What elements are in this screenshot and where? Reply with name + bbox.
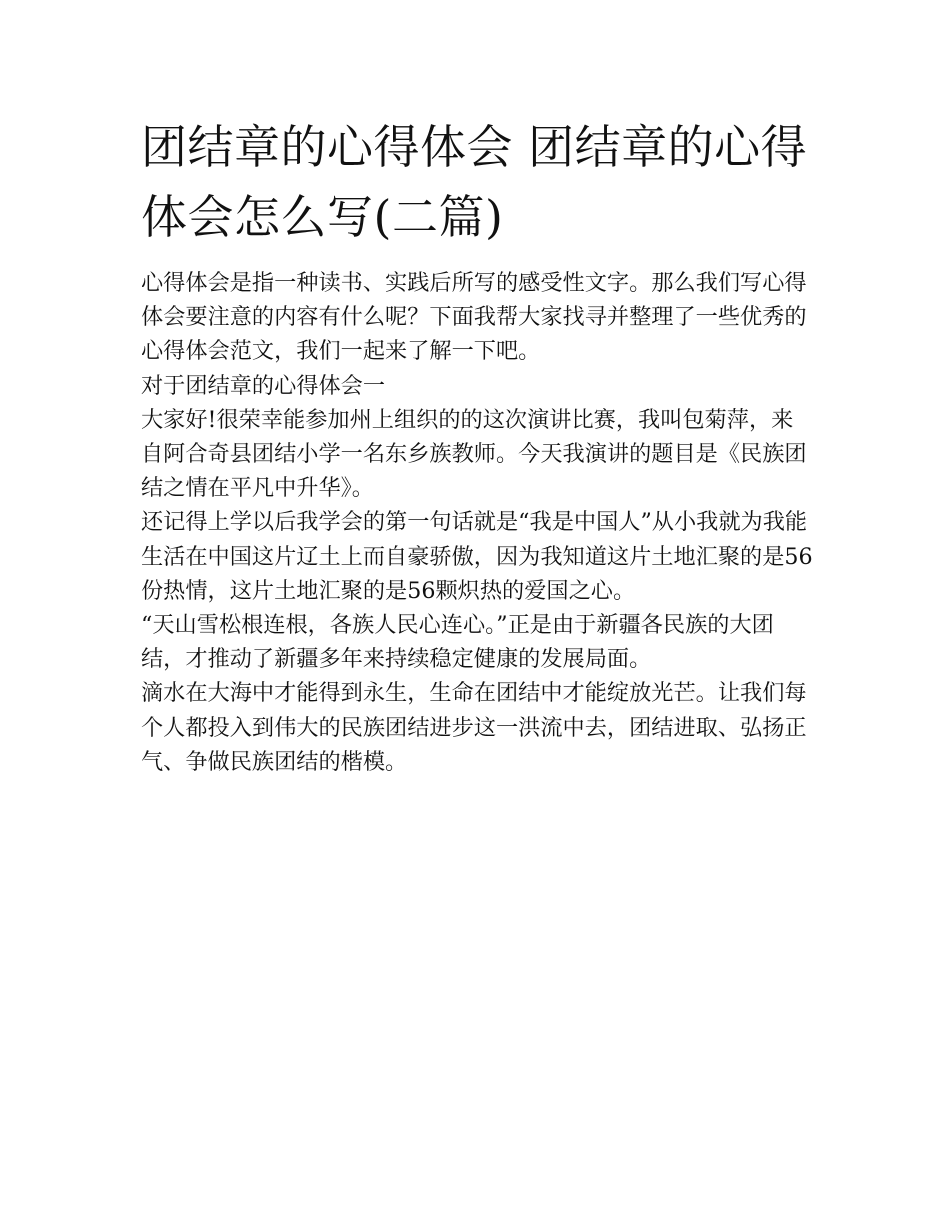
paragraph-memory: 还记得上学以后我学会的第一句话就是“我是中国人”从小我就为我能生活在中国这片辽土上而自豪骄傲，因为我知道这片土地汇聚的是56份热情，这片土地汇聚的是56颗炽热的爱国之心。 (141, 509, 813, 604)
paragraph-conclusion: 滴水在大海中才能得到永生，生命在团结中才能绽放光芒。让我们每个人都投入到伟大的民族团结进步这一洪流中去，团结进取、弘扬正气、争做民族团结的楷模。 (141, 680, 807, 775)
paragraph-greeting: 大家好!很荣幸能参加州上组织的的这次演讲比赛，我叫包菊萍，来自阿合奇县团结小学一名东乡族教师。今天我演讲的题目是《民族团结之情在平凡中升华》。 (141, 406, 807, 502)
document-title: 团结章的心得体会 团结章的心得体会怎么写(二篇) (141, 120, 808, 244)
paragraph-quote: “天山雪松根连根，各族人民心连心。”正是由于新疆各民族的大团结，才推动了新疆多年来持续稳定健康的发展局面。 (141, 612, 774, 673)
document-body (141, 112, 813, 779)
section-heading: 对于团结章的心得体会一 (141, 372, 386, 399)
paragraph-intro: 心得体会是指一种读书、实践后所写的感受性文字。那么我们写心得体会要注意的内容有什么呢？下面我帮大家找寻并整理了一些优秀的心得体会范文，我们一起来了解一下吧。 (141, 270, 807, 365)
